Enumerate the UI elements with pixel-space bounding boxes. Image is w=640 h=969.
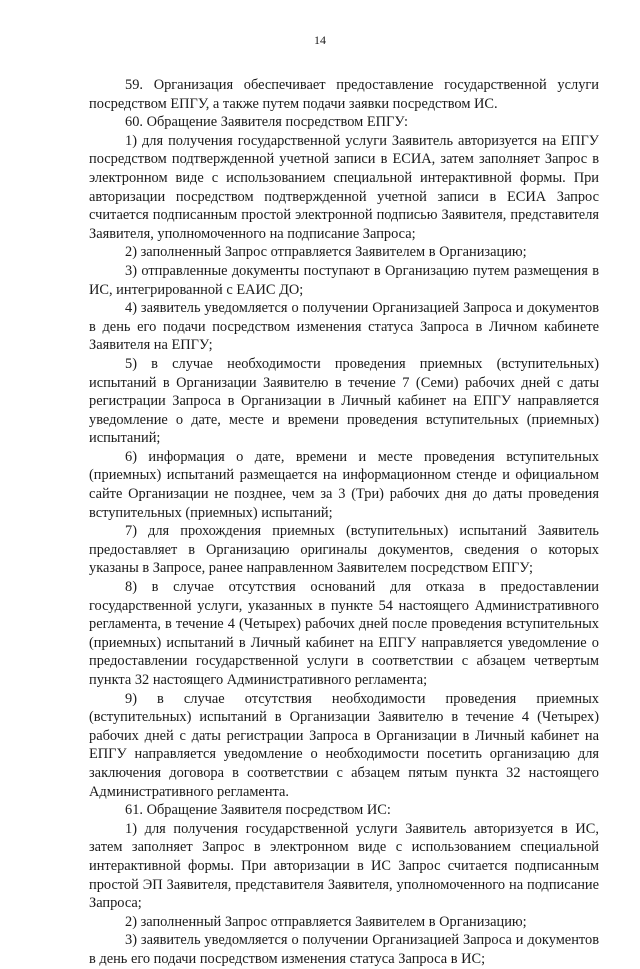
paragraph-61-item-2: 2) заполненный Запрос отправляется Заявителем в Организацию; [125,913,527,930]
paragraph-60-item-7: 7) для прохождения приемных (вступительных) испытаний Заявитель предоставляет в Организацию оригиналы документов, сведения о которых указаны в Запросе, ранее направленном Заявителем посредством ЕПГУ; [89,523,599,577]
paragraph-60-item-1: 1) для получения государственной услуги Заявитель авторизуется на ЕПГУ посредством подтвержденной учетной записи в ЕСИА, затем заполняет Запрос в электронном виде с использованием специальной интерактивной формы. При авторизации посредством подтвержденной учетной записи в ЕСИА Запрос считается подписанным простой электронной подписью Заявителя, представителя Заявителя, уполномоченного на подписание Запроса; [89,132,599,242]
paragraph-60-item-9: 9) в случае отсутствия необходимости проведения приемных (вступительных) испытаний в Организации Заявителю в течение 4 (Четырех) рабочих дней с даты регистрации Запроса в Организации в Личный кабинет на ЕПГУ направляется уведомление о необходимости посетить организацию для заключения договора в соответствии с абзацем пятым пункта 32 настоящего Административного регламента. [89,690,599,800]
paragraph-60-item-5: 5) в случае необходимости проведения приемных (вступительных) испытаний в Организации Заявителю в течение 7 (Семи) рабочих дней с даты регистрации Запроса в Организации в Личный кабинет на ЕПГУ направляется уведомление о дате, месте и времени проведения вступительных (приемных) испытаний; [89,355,599,447]
paragraph-60-item-4: 4) заявитель уведомляется о получении Организацией Запроса и документов в день его подачи посредством изменения статуса Запроса в Личном кабинете Заявителя на ЕПГУ; [89,300,599,354]
document-body [89,76,599,969]
paragraph-61-item-3: 3) заявитель уведомляется о получении Организацией Запроса и документов в день его подачи посредством изменения статуса Запроса в ИС; [89,932,599,967]
paragraph-60-item-2: 2) заполненный Запрос отправляется Заявителем в Организацию; [125,244,527,261]
page-number: 14 [314,33,326,47]
paragraph-60-heading: 60. Обращение Заявителя посредством ЕПГУ: [125,114,409,131]
paragraph-61-heading: 61. Обращение Заявителя посредством ИС: [125,802,391,819]
paragraph-60-item-3: 3) отправленные документы поступают в Организацию путем размещения в ИС, интегрированной с ЕАИС ДО; [89,262,599,298]
paragraph-60-item-8: 8) в случае отсутствия оснований для отказа в предоставлении государственной услуги, указанных в пункте 54 настоящего Административного регламента, в течение 4 (Четырех) рабочих дней после проведения вступительных (приемных) испытаний в Личный кабинет на ЕПГУ направляется уведомление о предоставлении государственной услуги в соответствии с абзацем четвертым пункта 32 настоящего Административного регламента; [89,579,599,688]
paragraph-61-item-1: 1) для получения государственной услуги Заявитель авторизуется в ИС, затем заполняет Запрос в электронном виде с использованием специальной интерактивной формы. При авторизации в ИС Запрос считается подписанным простой ЭП Заявителя, представителя Заявителя, уполномоченного на подписание Запроса; [89,820,599,912]
paragraph-59: 59. Организация обеспечивает предоставление государственной услуги посредством ЕПГУ, а также путем подачи заявки посредством ИС. [89,77,599,112]
paragraph-60-item-6: 6) информация о дате, времени и месте проведения вступительных (приемных) испытаний размещается на информационном стенде и официальном сайте Организации не позднее, чем за 3 (Три) рабочих дня до даты проведения вступительных (приемных) испытаний; [89,448,599,521]
